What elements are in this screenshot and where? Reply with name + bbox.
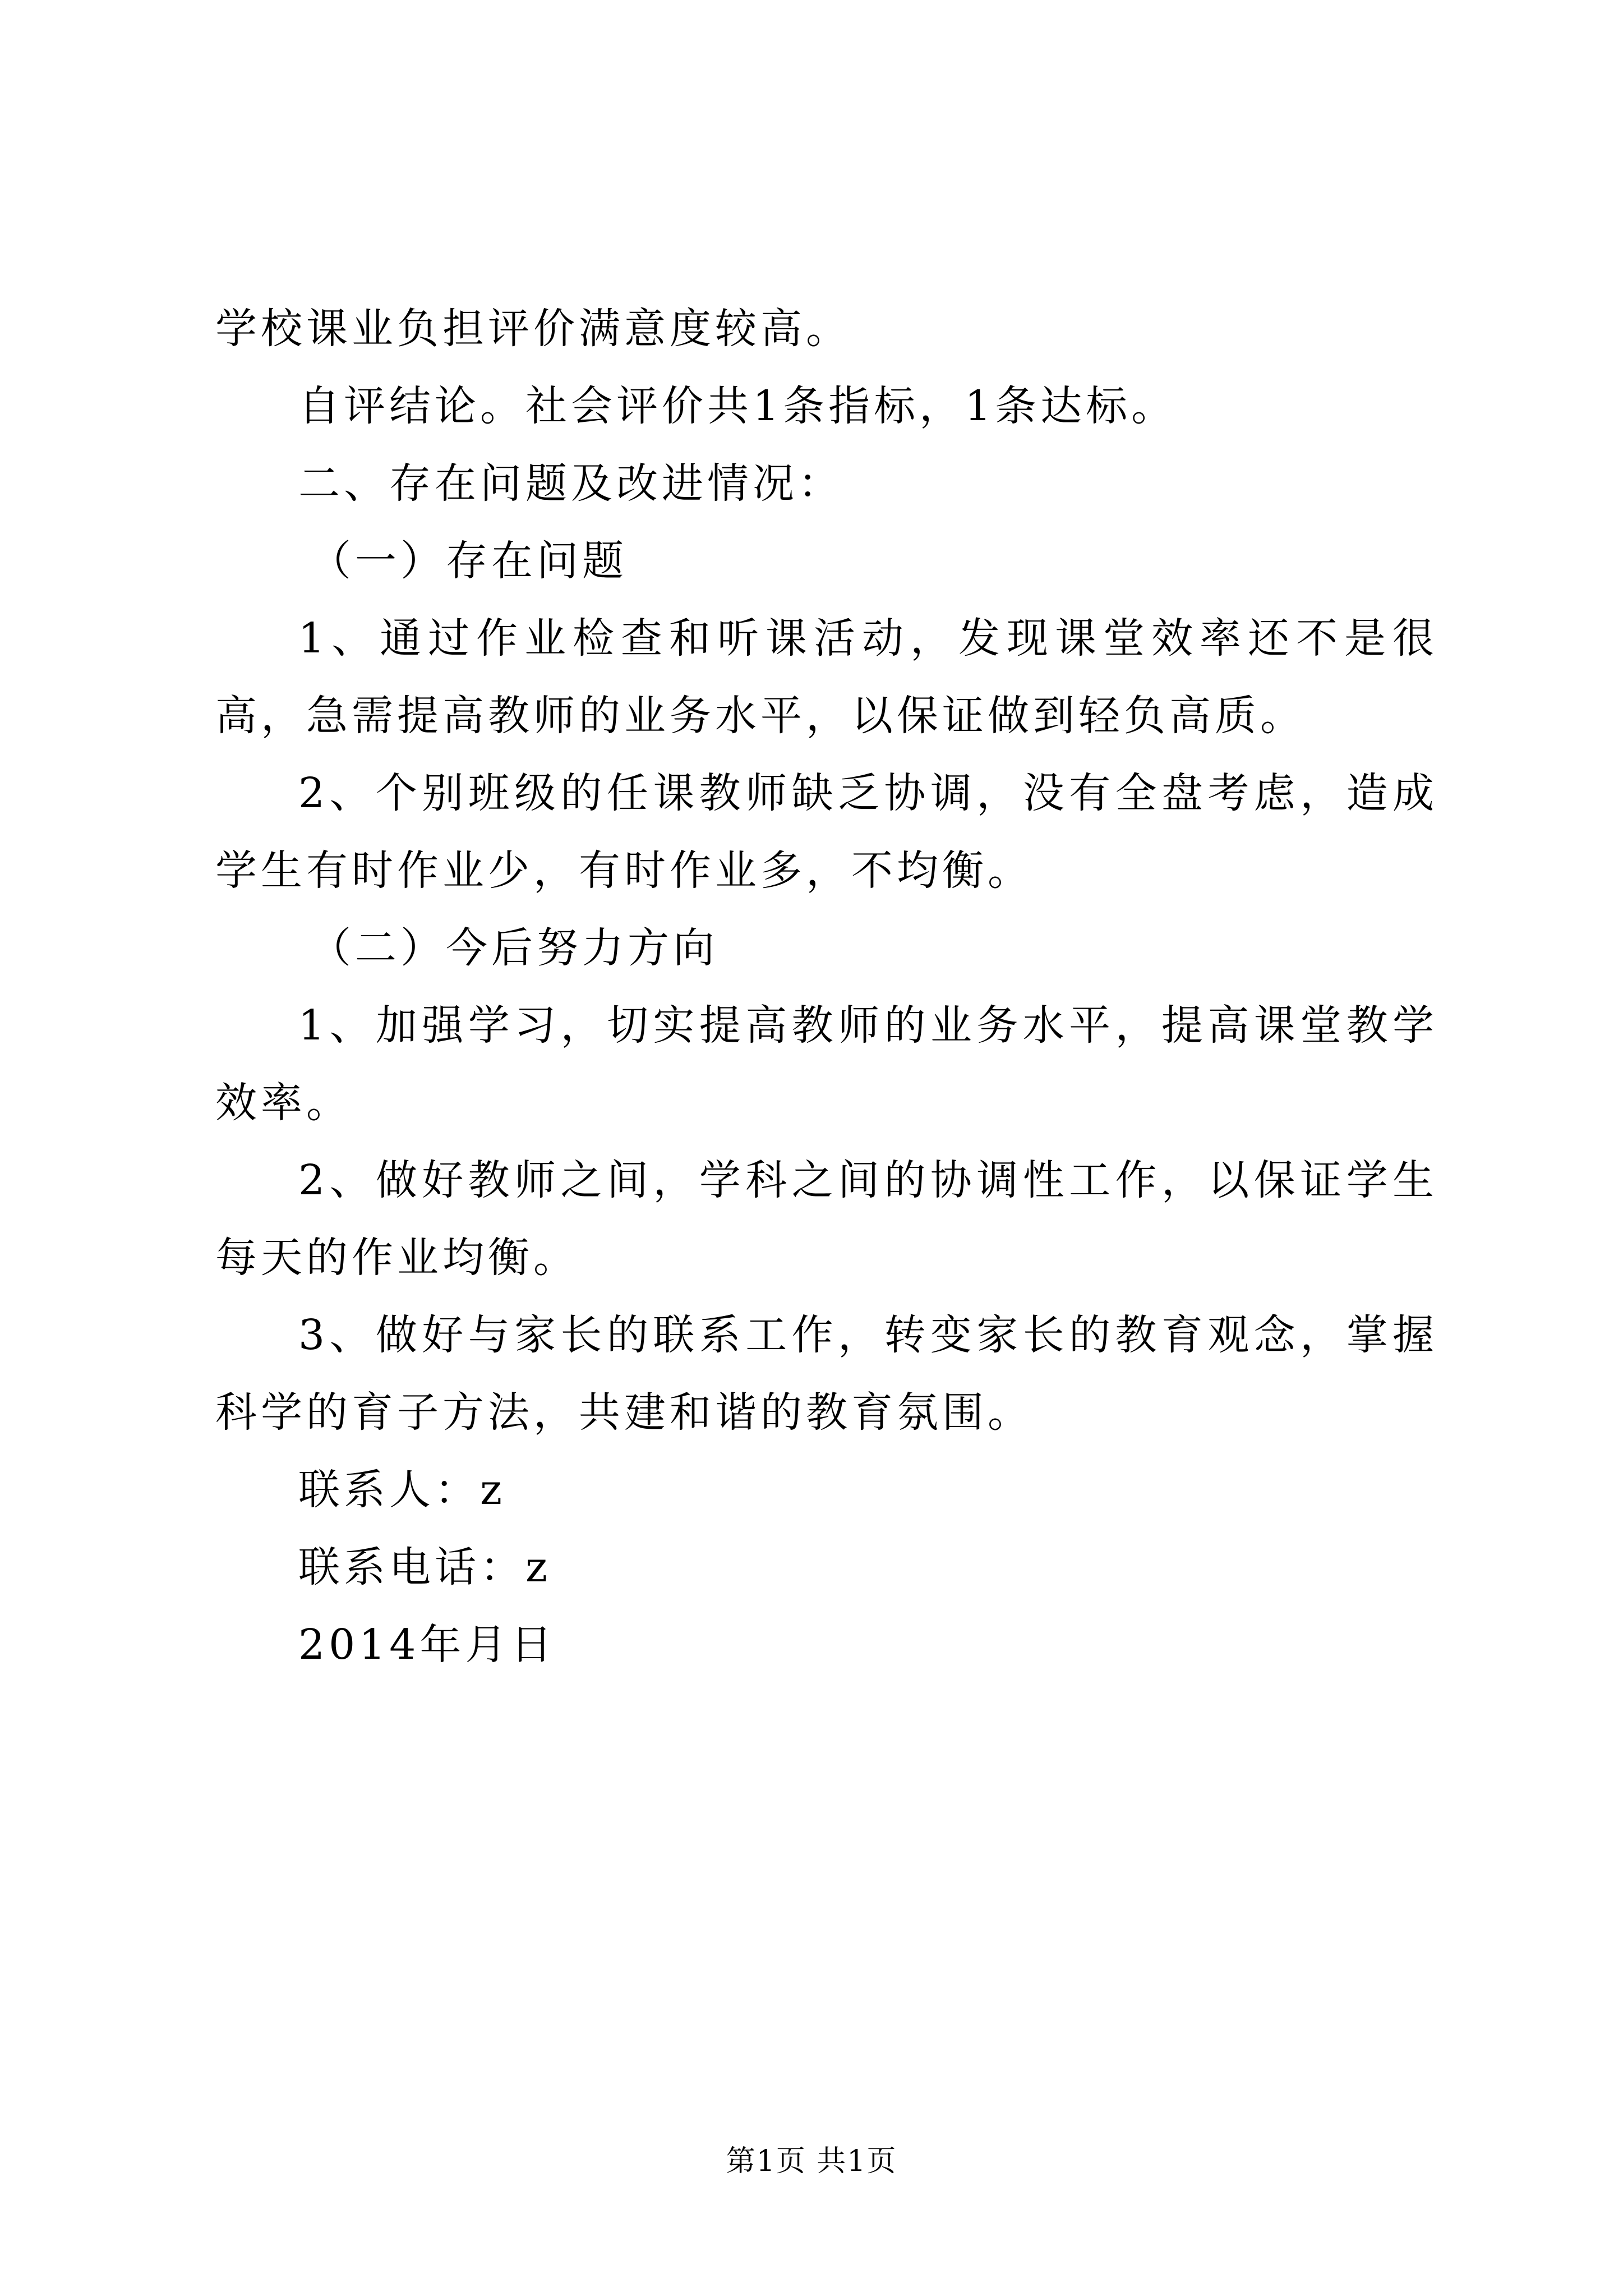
direction-item-2: 2、做好教师之间，学科之间的协调性工作，以保证学生每天的作业均衡。 [215,1156,1438,1282]
direction-item-1: 1、加强学习，切实提高教师的业务水平，提高课堂教学效率。 [215,1001,1438,1127]
section-heading-problems: 二、存在问题及改进情况： [298,459,843,508]
problem-item-1: 1、通过作业检查和听课活动，发现课堂效率还不是很高，急需提高教师的业务水平，以保证做到轻负高质。 [215,614,1438,740]
direction-item-3: 3、做好与家长的联系工作，转变家长的教育观念，掌握科学的育子方法，共建和谐的教育氛围。 [215,1311,1438,1437]
contact-person: 联系人：z [298,1466,506,1514]
document-body [215,290,1438,1683]
contact-phone: 联系电话：z [298,1543,551,1591]
page-number-label: 第1页 共1页 [726,2145,897,2178]
subheading-future-direction: （二）今后努力方向 [310,924,718,972]
paragraph-self-evaluation-conclusion: 自评结论。社会评价共1条指标，1条达标。 [298,382,1177,430]
paragraph-burden-evaluation: 学校课业负担评价满意度较高。 [215,305,851,353]
page-footer [0,2142,1623,2181]
problem-item-2: 2、个别班级的任课教师缺乏协调，没有全盘考虑，造成学生有时作业少，有时作业多，不均衡。 [215,769,1438,895]
document-date: 2014年月日 [298,1621,556,1669]
subheading-existing-problems: （一）存在问题 [310,537,628,585]
